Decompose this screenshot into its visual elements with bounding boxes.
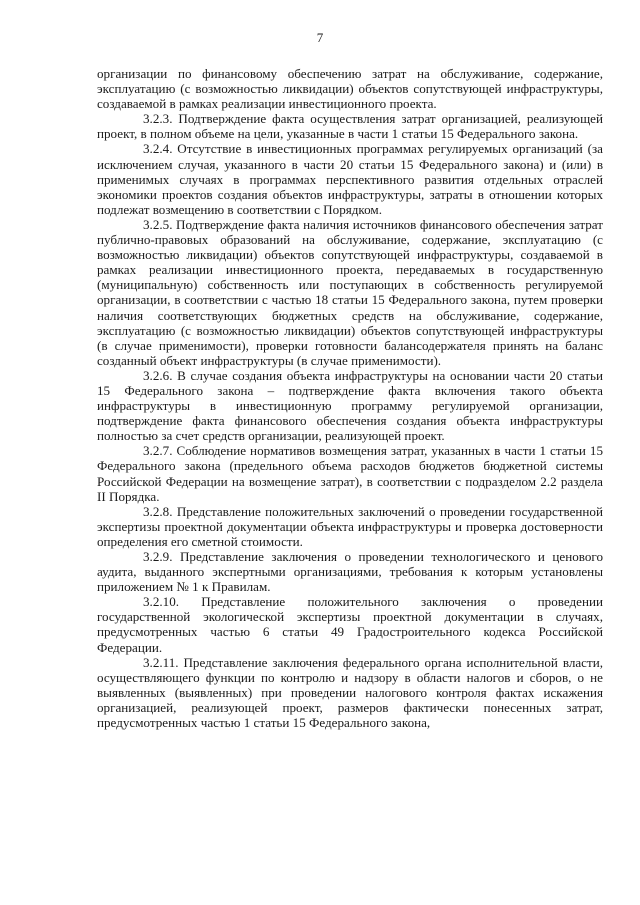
paragraph-3-2-6: 3.2.6. В случае создания объекта инфраструктуры на основании части 20 статьи 15 Федерального закона – подтверждение факта включения такого объекта инфраструктуры в инвестиционную программу регулируемой организации, подтверждение факта финансового обеспечения создания объекта инфраструктуры полностью за счет средств организации, реализующей проект. bbox=[97, 367, 603, 444]
paragraph-3-2-3: 3.2.3. Подтверждение факта осуществления затрат организацией, реализующей проект, в полном объеме на цели, указанные в части 1 статьи 15 Федерального закона. bbox=[97, 111, 603, 142]
paragraph-3-2-4: 3.2.4. Отсутствие в инвестиционных программах регулируемых организаций (за исключением случая, указанного в части 20 статьи 15 Федерального закона) и (или) в применимых случаях в программах перспективного развития отдельных отраслей экономики проектов создания объектов инфраструктуры, затраты в отношении которых подлежат возмещению в соответствии с Порядком. bbox=[97, 141, 603, 217]
page-number: 7 bbox=[316, 30, 324, 45]
paragraph-3-2-11: 3.2.11. Представление заключения федерального органа исполнительной власти, осуществляющего функции по контролю и надзору в области налогов и сборов, о не выявленных (выявленных) при проведении налогового контроля фактах искажения организацией, реализующей проект, размеров фактически понесенных затрат, предусмотренных частью 1 статьи 15 Федерального закона, bbox=[97, 654, 603, 731]
paragraph-3-2-10: 3.2.10. Представление положительного заключения о проведении государственной экологической экспертизы проектной документации в случаях, предусмотренных частью 6 статьи 49 Градостроительного кодекса Российской Федерации. bbox=[97, 594, 603, 655]
document-body bbox=[97, 66, 603, 730]
paragraph-3-2-5: 3.2.5. Подтверждение факта наличия источников финансового обеспечения затрат публично-правовых образований на обслуживание, содержание, эксплуатацию (с возможностью ликвидации) объектов сопутствующей инфраструктуры, создаваемой в рамках реализации инвестиционного проекта, передаваемых в государственную (муниципальную) собственность или поступающих в собственность регулируемой организации, в соответствии с частью 18 статьи 15 Федерального закона, путем проверки наличия соответствующих бюджетных средств на обслуживание, содержание, эксплуатацию (с возможностью ликвидации) объектов сопутствующей инфраструктуры (в случае применимости), проверки готовности балансодержателя принять на баланс созданный объект инфраструктуры (в случае применимости). bbox=[97, 216, 603, 368]
paragraph-3-2-7: 3.2.7. Соблюдение нормативов возмещения затрат, указанных в части 1 статьи 15 Федерального закона (предельного объема расходов бюджетов бюджетной системы Российской Федерации на возмещение затрат), в соответствии с подразделом 2.2 раздела II Порядка. bbox=[97, 443, 603, 504]
paragraph-3-2-8: 3.2.8. Представление положительных заключений о проведении государственной экспертизы проектной документации объекта инфраструктуры и проверка достоверности определения его сметной стоимости. bbox=[97, 503, 603, 549]
paragraph-continuation: организации по финансовому обеспечению затрат на обслуживание, содержание, эксплуатацию (с возможностью ликвидации) объектов сопутствующей инфраструктуры, создаваемой в рамках реализации инвестиционного проекта. bbox=[97, 66, 603, 112]
paragraph-3-2-9: 3.2.9. Представление заключения о проведении технологического и ценового аудита, выданного экспертными организациями, требования к которым установлены приложением № 1 к Правилам. bbox=[97, 549, 603, 595]
